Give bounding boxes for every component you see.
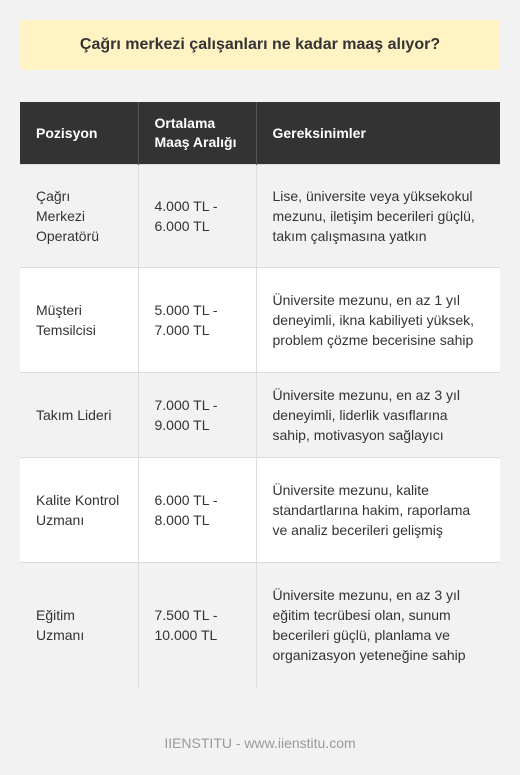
cell-position: Müşteri Temsilcisi [20,268,138,373]
title-banner [20,20,500,70]
cell-salary: 5.000 TL - 7.000 TL [138,268,256,373]
page-title: Çağrı merkezi çalışanları ne kadar maaş alıyor? [79,36,441,53]
cell-requirements: Üniversite mezunu, kalite standartlarına hakim, raporlama ve analiz becerileri gelişmiş [256,458,500,563]
cell-requirements: Üniversite mezunu, en az 3 yıl deneyimli, liderlik vasıflarına sahip, motivasyon sağlayıcı [256,373,500,458]
cell-salary: 7.500 TL - 10.000 TL [138,563,256,688]
table-row [20,563,500,688]
table-row [20,268,500,373]
cell-salary: 6.000 TL - 8.000 TL [138,458,256,563]
table-row [20,458,500,563]
header-requirements: Gereksinimler [256,102,500,165]
cell-position: Eğitim Uzmanı [20,563,138,688]
cell-position: Takım Lideri [20,373,138,458]
cell-requirements: Üniversite mezunu, en az 1 yıl deneyimli, ikna kabiliyeti yüksek, problem çözme becerisine sahip [256,268,500,373]
salary-table [20,102,500,688]
header-position: Pozisyon [20,102,138,165]
cell-position: Çağrı Merkezi Operatörü [20,165,138,268]
cell-position: Kalite Kontrol Uzmanı [20,458,138,563]
table-header-row [20,102,500,165]
cell-requirements: Lise, üniversite veya yüksekokul mezunu, iletişim becerileri güçlü, takım çalışmasına yatkın [256,165,500,268]
cell-salary: 7.000 TL - 9.000 TL [138,373,256,458]
table-row [20,373,500,458]
cell-requirements: Üniversite mezunu, en az 3 yıl eğitim tecrübesi olan, sunum becerileri güçlü, planlama ve organizasyon yeteneğine sahip [256,563,500,688]
footer-credit: IIENSTITU - www.iienstitu.com [164,735,356,751]
table-row [20,165,500,268]
cell-salary: 4.000 TL - 6.000 TL [138,165,256,268]
header-salary: Ortalama Maaş Aralığı [138,102,256,165]
